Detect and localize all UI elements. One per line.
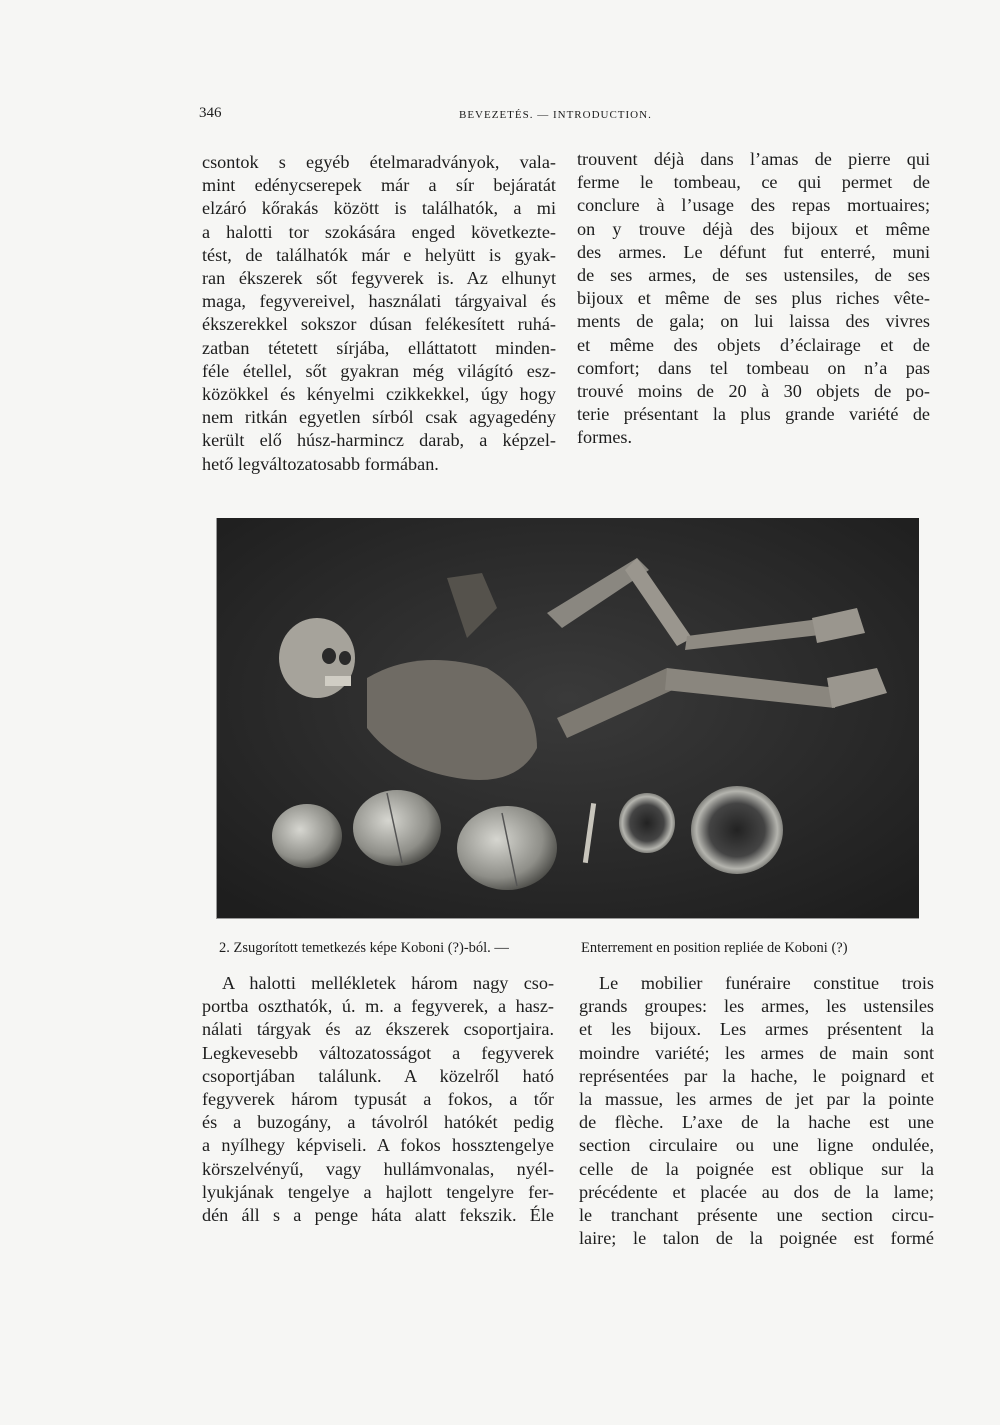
text-line: elzáró kőrakás között is találhatók, a mi [202,198,556,219]
text-line: és a buzogány, a távolról hatókét pedig [202,1112,554,1133]
text-line: de ses armes, de ses ustensiles, de ses [577,265,930,286]
text-line: tést, de találhatók már e helyütt is gyak- [202,244,556,265]
text-line: section circulaire ou une ligne ondulée, [579,1135,934,1156]
text-line: de flèche. L’axe de la hache est une [579,1112,934,1133]
text-line: formes. [577,427,633,448]
text-line: került elő húsz-harmincz darab, a képzel- [202,430,556,451]
text-line: trouvent déjà dans l’amas de pierre qui [577,149,930,169]
text-line: Le mobilier funéraire constitue trois [599,973,934,993]
text-line: fegyverek három typusát a fokos, a tőr [202,1089,554,1110]
figure-caption-hungarian: 2. Zsugorított temetkezés képe Koboni (?)-ból. — [219,940,509,956]
text-line: mint edénycserepek már a sír bejáratát [202,175,556,196]
text-line: précédente et placée au dos de la lame; [579,1181,934,1202]
text-line: A halotti mellékletek három nagy cso- [222,973,554,993]
text-line: représentées par la hache, le poignard et [579,1065,934,1086]
text-line: la massue, les armes de jet par la pointe [579,1089,934,1110]
text-line: bijoux et même de ses plus riches vête- [577,288,930,309]
text-line: csontok s egyéb ételmaradványok, vala- [202,152,556,172]
text-line: közökkel és kényelmi czikkekkel, úgy hogy [202,384,556,405]
text-line: le tranchant présente une section circu- [579,1205,934,1226]
figure-caption-french: Enterrement en position repliée de Koboni (?) [581,940,848,956]
text-line: terie présentant la plus grande variété de [577,404,930,425]
text-line: celle de la poignée est oblique sur la [579,1158,934,1179]
text-line: ments de gala; on lui laissa des vivres [577,311,930,332]
top-hungarian-paragraph [202,151,556,476]
text-line: moindre variété; les armes de main sont [579,1042,934,1063]
text-line: maga, fegyvereivel, használati tárgyaival és [202,291,556,312]
text-line: portba oszthatók, ú. m. a fegyverek, a hasz- [202,996,554,1017]
text-line: comfort; dans tel tombeau on n’a pas [577,357,930,378]
text-line: féle étellel, sőt gyakran még világító esz- [202,360,556,381]
text-line: ferme le tombeau, ce qui permet de [577,172,930,193]
bottom-hungarian-paragraph [202,972,554,1227]
text-line: et les bijoux. Les armes présentent la [579,1019,934,1040]
text-line: dén áll s a penge háta alatt fekszik. Éle [202,1205,554,1226]
text-line: ékszerekkel sokszor dúsan felékesített ruhá- [202,314,556,335]
crouched-burial-illustration [217,518,919,918]
text-line: hető legváltozatosabb formában. [202,453,439,474]
text-line: a halotti tor szokására enged következte- [202,221,556,242]
text-line: lyukjának tengelye a hajlott tengelyre fer- [202,1181,554,1202]
text-line: ran ékszerek sőt fegyverek is. Az elhunyt [202,268,556,289]
top-french-paragraph [577,148,930,450]
bottom-french-paragraph [579,972,934,1250]
text-line: des armes. Le défunt fut enterré, muni [577,241,930,262]
text-line: conclure à l’usage des repas mortuaires; [577,195,930,216]
text-line: zatban tétetett sírjába, elláttatott minden- [202,337,556,358]
text-line: a nyílhegy képviseli. A fokos hossztengelye [202,1135,554,1156]
text-line: nem ritkán egyetlen sírból csak agyagedény [202,407,556,428]
page-number: 346 [199,105,222,121]
text-line: grands groupes: les armes, les ustensiles [579,996,934,1017]
text-line: trouvé moins de 20 à 30 objets de po- [577,381,930,402]
running-head: BEVEZETÉS. — INTRODUCTION. [459,109,652,121]
text-line: et même des objets d’éclairage et de [577,334,930,355]
text-line: on y trouve déjà des bijoux et même [577,218,930,239]
text-line: laire; le talon de la poignée est formé [579,1228,934,1249]
text-line: csoportjában találunk. A közelről ható [202,1065,554,1086]
text-line: körszelvényű, vagy hullámvonalas, nyél- [202,1158,554,1179]
burial-photograph [216,518,919,919]
text-line: nálati tárgyak és az ékszerek csoportjaira. [202,1019,554,1040]
text-line: Legkevesebb változatosságot a fegyverek [202,1042,554,1063]
